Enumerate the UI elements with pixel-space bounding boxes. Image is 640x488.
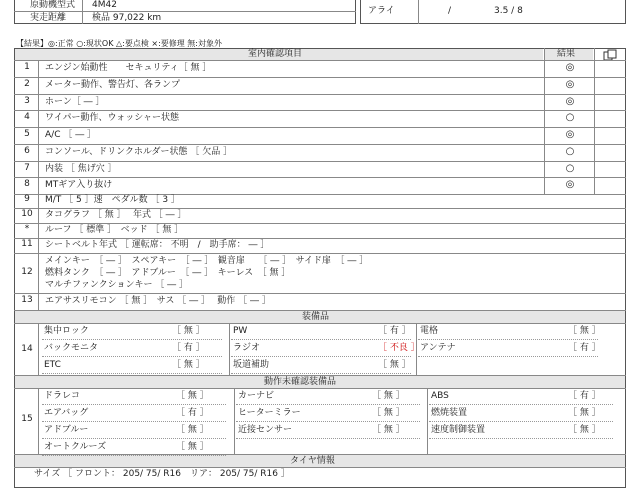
- result-mark: ○: [565, 112, 575, 124]
- untested-value: ［ 無 ］: [372, 425, 405, 435]
- untested-name: ABS: [431, 391, 449, 401]
- divider: [14, 323, 626, 324]
- divider: [14, 293, 626, 294]
- untested-value: ［ 有 ］: [176, 408, 209, 418]
- dotted-line: [429, 438, 613, 439]
- untested-name: エアバッグ: [44, 408, 89, 418]
- roof-label: ルーフ ［ 標準 ］ ベッド ［ 無 ］: [45, 225, 184, 235]
- row10-label: タコグラフ ［ 無 ］ 年式 ［ ― ］: [45, 210, 187, 220]
- dotted-line: [236, 421, 420, 422]
- row-number: 15: [21, 414, 33, 424]
- dotted-line: [231, 339, 411, 340]
- dotted-line: [418, 356, 598, 357]
- equipment-name: PW: [233, 326, 248, 336]
- result-mark: ◎: [565, 129, 575, 140]
- row-label: A/C ［ ― ］: [45, 130, 97, 140]
- result-mark: ○: [565, 145, 575, 157]
- equipment-name: バックモニタ: [44, 343, 99, 353]
- divider: [82, 0, 83, 24]
- row12-line3: マルチファンクションキー ［ ― ］: [45, 280, 189, 290]
- dotted-line: [42, 455, 226, 456]
- row-label: ホーン［ ― ］: [45, 96, 105, 107]
- row-number: 9: [24, 194, 30, 204]
- equipment-name: アンテナ: [420, 343, 456, 353]
- row-number: 13: [21, 295, 33, 305]
- untested-value: ［ 無 ］: [568, 408, 601, 418]
- equipment-value: ［ 有 ］: [172, 343, 205, 353]
- result-legend: 【結果】◎:正常 ○:現状OK △:要点検 ×:要修理 無:対象外: [16, 39, 223, 48]
- dotted-line: [42, 339, 222, 340]
- tire-size: サイズ ［ フロント： 205/ 75/ R16 リア： 205/ 75/ R16 ］: [34, 469, 290, 479]
- tire-header: タイヤ情報: [290, 456, 335, 466]
- row-number: 7: [24, 162, 30, 173]
- result-mark: ◎: [565, 179, 575, 191]
- dotted-line: [231, 356, 411, 357]
- untested-value: ［ 無 ］: [372, 408, 405, 418]
- untested-value: ［ 無 ］: [176, 391, 209, 401]
- divider: [14, 127, 626, 128]
- dotted-line: [42, 373, 222, 374]
- divider: [14, 94, 626, 95]
- row-number: 14: [21, 344, 33, 354]
- untested-name: ヒーターミラー: [238, 408, 301, 418]
- row-number: 3: [24, 95, 30, 106]
- divider: [14, 144, 626, 145]
- align-value: 3.5 / 8: [494, 6, 523, 16]
- result-mark: ◎: [565, 62, 575, 73]
- divider: [234, 388, 235, 454]
- equipment-value: ［ 不良 ］: [378, 343, 420, 353]
- row-label: MTギア入り抜け: [45, 180, 113, 191]
- row9-label: M/T ［ 5 ］速 ペダル数 ［ 3 ］: [45, 195, 180, 205]
- untested-name: 燃焼装置: [431, 408, 468, 418]
- dotted-line: [42, 421, 226, 422]
- dotted-line: [42, 356, 222, 357]
- divider: [14, 253, 626, 254]
- dotted-line: [429, 421, 613, 422]
- untested-value: ［ 無 ］: [568, 425, 601, 435]
- equipment-value: ［ 無 ］: [568, 326, 601, 336]
- divider: [14, 161, 626, 162]
- model-label: 原動機型式: [30, 0, 76, 10]
- equipment-value: ［ 有 ］: [378, 326, 411, 336]
- divider: [38, 60, 39, 310]
- divider: [229, 323, 230, 375]
- dotted-line: [418, 339, 598, 340]
- dotted-line: [429, 404, 613, 405]
- equipment-value: ［ 有 ］: [568, 343, 601, 353]
- row-number: *: [24, 224, 30, 234]
- divider: [14, 77, 626, 78]
- row-label: 内装 ［ 焦げ穴 ］: [45, 163, 117, 174]
- divider: [14, 177, 626, 178]
- row-number: 8: [24, 179, 30, 190]
- mileage-label: 実走距離: [30, 13, 67, 23]
- row-label: ワイパー動作、ウォッシャー状態: [45, 113, 180, 124]
- divider: [594, 48, 595, 194]
- untested-name: オートクルーズ: [44, 442, 107, 452]
- equipment-name: ラジオ: [233, 343, 261, 353]
- row-number: 2: [24, 78, 30, 89]
- untested-name: アドブルー: [44, 425, 89, 435]
- dotted-line: [42, 404, 226, 405]
- align-slash: /: [448, 6, 452, 16]
- row-number: 1: [24, 62, 30, 72]
- result-mark: ◎: [565, 95, 575, 107]
- row-number: 10: [21, 209, 33, 219]
- untested-name: カーナビ: [238, 391, 275, 401]
- divider: [427, 388, 428, 454]
- row-number: 11: [21, 239, 33, 249]
- alignment-box: [360, 0, 626, 24]
- untested-name: 速度制御装置: [431, 425, 486, 435]
- untested-value: ［ 無 ］: [176, 425, 209, 435]
- mileage-value: 検品 97,022 km: [92, 13, 162, 23]
- divider: [14, 110, 626, 111]
- equipment-name: 電格: [420, 326, 439, 336]
- row-number: 4: [24, 112, 30, 123]
- untested-value: ［ 有 ］: [568, 391, 601, 401]
- equipment-name: ETC: [44, 360, 61, 370]
- untested-name: 近接センサー: [238, 425, 293, 435]
- dotted-line: [231, 373, 411, 374]
- dotted-line: [236, 404, 420, 405]
- row-label: エンジン始動性 セキュリティ［ 無 ］: [45, 63, 212, 73]
- equipment-value: ［ 無 ］: [172, 326, 205, 336]
- model-value: 4M42: [92, 0, 117, 10]
- result-header: 結果: [557, 49, 576, 59]
- divider: [38, 388, 39, 454]
- row-label: メーター動作、警告灯、各ランプ: [45, 79, 181, 90]
- dotted-line: [42, 438, 226, 439]
- divider: [14, 388, 626, 389]
- row-number: 5: [24, 129, 30, 139]
- divider: [544, 48, 545, 194]
- equipment-name: 坂道補助: [233, 360, 270, 370]
- divider: [14, 60, 626, 61]
- divider: [418, 0, 419, 24]
- equipment-value: ［ 無 ］: [378, 360, 411, 370]
- row13-label: エアサスリモコン ［ 無 ］ サス ［ ― ］ 動作 ［ ― ］: [45, 296, 271, 306]
- untested-name: ドラレコ: [44, 391, 81, 401]
- untested-value: ［ 無 ］: [176, 442, 209, 452]
- equipment-value: ［ 無 ］: [172, 360, 205, 370]
- align-label: アライ: [368, 6, 395, 16]
- result-mark: ◎: [565, 78, 575, 90]
- equipment-header: 装備品: [302, 312, 330, 322]
- equipment-name: 集中ロック: [44, 326, 89, 336]
- row12-line1: メインキー ［ ― ］ スペアキー ［ ― ］ 観音扉 ［ ― ］ サイド扉 ［ ― ］: [45, 256, 369, 266]
- result-mark: ○: [565, 162, 575, 174]
- row-number: 12: [21, 267, 33, 277]
- untested-value: ［ 無 ］: [372, 391, 405, 401]
- row-number: 6: [24, 145, 30, 156]
- row-label: コンソール、ドリンクホルダー状態 ［ 欠品 ］: [45, 146, 233, 157]
- row12-line2: 燃料タンク ［ ― ］ アドブルー ［ ― ］ キーレス ［ 無 ］: [45, 268, 291, 278]
- untested-header: 動作未確認装備品: [264, 377, 337, 387]
- inspection-header: 室内確認項目: [248, 49, 303, 59]
- row11-label: シートベルト年式 ［ 運転席： 不明 / 助手席： ― ］: [45, 240, 270, 250]
- dotted-line: [236, 438, 420, 439]
- divider: [38, 323, 39, 375]
